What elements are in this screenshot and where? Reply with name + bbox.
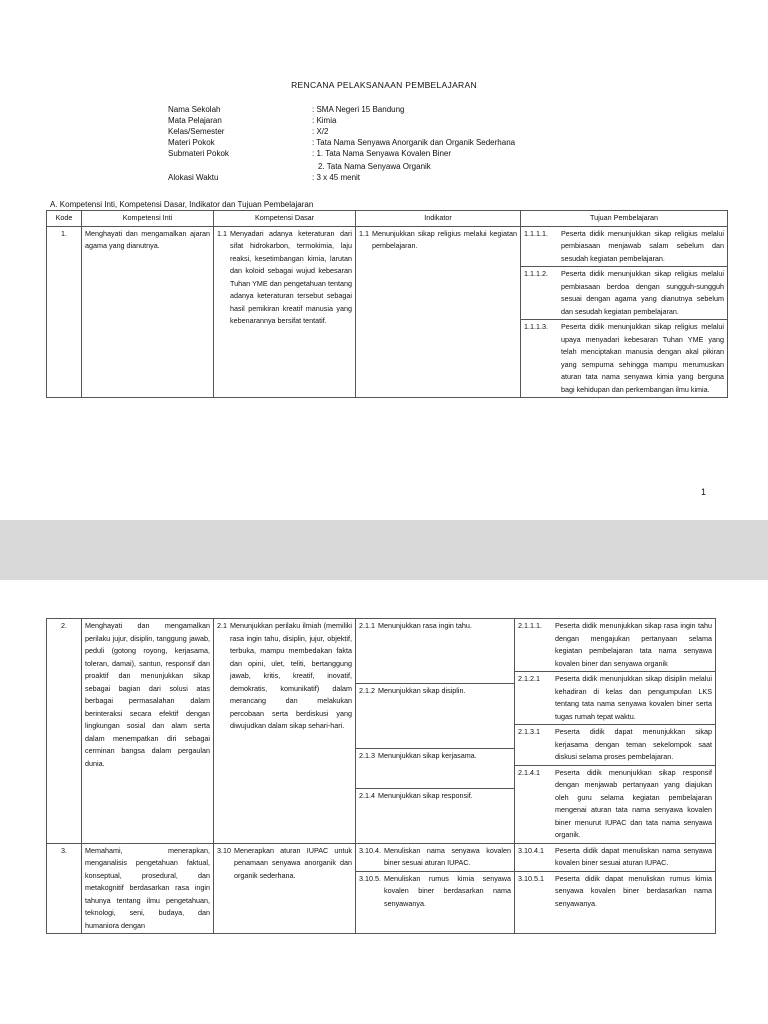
info-row bbox=[168, 126, 598, 137]
table-row bbox=[47, 619, 716, 844]
info-value: : Kimia bbox=[312, 116, 337, 125]
objective-item bbox=[521, 267, 727, 320]
info-value: 2. Tata Nama Senyawa Organik bbox=[318, 162, 431, 171]
info-row bbox=[168, 137, 598, 148]
indicator-number: 1.1 bbox=[359, 228, 369, 238]
objective-text: Peserta didik menunjukkan sikap responsif dengan menjawab pertanyaan yang diajukan oleh guru selama kegiatan pembelajaran mengenai aturan tata nama senyawa kovalen biner menurut IUPAC dan tata nama senyawa organik. bbox=[555, 767, 712, 839]
indicator-text: Menunjukkan sikap disiplin. bbox=[378, 686, 466, 695]
info-key: Alokasi Waktu bbox=[168, 173, 219, 182]
competency-table-continued bbox=[46, 618, 716, 934]
objective-number: 1.1.1.1. bbox=[524, 228, 548, 238]
info-value: : 3 x 45 menit bbox=[312, 173, 361, 182]
objective-item bbox=[515, 766, 715, 843]
indicator-number: 3.10.4. bbox=[359, 845, 381, 855]
indicator-number: 2.1.1 bbox=[359, 621, 375, 630]
info-key: Materi Pokok bbox=[168, 138, 215, 147]
info-key: Nama Sekolah bbox=[168, 105, 221, 114]
objective-item bbox=[521, 320, 727, 397]
indicator-item bbox=[356, 872, 514, 912]
identity-block bbox=[168, 104, 598, 183]
kompetensi-dasar-cell bbox=[214, 843, 356, 934]
objective-item bbox=[515, 844, 715, 872]
indicator-item bbox=[356, 844, 514, 872]
tujuan-cell bbox=[515, 843, 716, 934]
objective-item bbox=[515, 672, 715, 725]
kompetensi-inti-cell: Memahami, menerapkan, menganalisis pengetahuan faktual, konseptual, prosedural, dan metakognitif berdasarkan rasa ingin tahunya tentang ilmu pengetahuan, teknologi, seni, budaya, dan humaniora dengan bbox=[82, 843, 214, 934]
table-header-row bbox=[47, 211, 728, 227]
info-row bbox=[168, 172, 598, 183]
indikator-cell bbox=[356, 226, 521, 398]
info-key bbox=[168, 161, 312, 172]
header-kode: Kode bbox=[47, 211, 82, 227]
indikator-cell bbox=[356, 619, 515, 844]
indicator-item bbox=[356, 619, 514, 684]
indicator-text: Menunjukkan sikap responsif. bbox=[378, 791, 473, 800]
objective-item bbox=[515, 725, 715, 766]
indicator-text: Menuliskan rumus kimia senyawa kovalen biner berdasarkan nama senyawanya. bbox=[383, 873, 511, 908]
header-kompetensi-inti: Kompetensi Inti bbox=[82, 211, 214, 227]
objective-number: 2.1.3.1 bbox=[518, 727, 540, 736]
page-number: 1 bbox=[700, 487, 706, 497]
row-number: 2. bbox=[47, 619, 82, 844]
info-value: : Tata Nama Senyawa Anorganik dan Organik Sederhana bbox=[312, 138, 516, 147]
indicator-number: 3.10.5. bbox=[359, 873, 381, 883]
kd-number: 2.1 bbox=[217, 621, 227, 630]
indicator-item bbox=[356, 684, 514, 749]
section-a-heading: A. Kompetensi Inti, Kompetensi Dasar, Indikator dan Tujuan Pembelajaran bbox=[50, 200, 314, 209]
indicator-text: Menunjukkan rasa ingin tahu. bbox=[378, 621, 472, 630]
info-key: Mata Pelajaran bbox=[168, 116, 222, 125]
objective-number: 1.1.1.3. bbox=[524, 322, 548, 331]
indicator-text: Menunjukkan sikap kerjasama. bbox=[378, 751, 477, 760]
info-row bbox=[168, 148, 598, 159]
info-value: : 1. Tata Nama Senyawa Kovalen Biner bbox=[312, 149, 452, 158]
objective-text: Peserta didik menunjukkan sikap religius melalui upaya menyadari kebesaran Tuhan YME yang telah menciptakan manusia dengan akal pikiran yang sempurna sehingga mampu merumuskan aturan tata nama senyawa kimia yang berguna bagi kehidupan dan perkembangan ilmu kimia. bbox=[561, 322, 724, 394]
indicator-text: Menuliskan nama senyawa kovalen biner sesuai aturan IUPAC. bbox=[383, 845, 511, 867]
objective-text: Peserta didik menunjukkan sikap disiplin melalui kehadiran di kelas dan pengumpulan LKS tentang tata nama senyawa kovalen biner serta tugas rumah tepat waktu. bbox=[555, 674, 712, 721]
header-tujuan: Tujuan Pembelajaran bbox=[521, 211, 728, 227]
info-row bbox=[168, 104, 598, 115]
objective-number: 3.10.4.1 bbox=[518, 845, 544, 855]
objective-text: Peserta didik menunjukkan sikap religius melalui pembiasaan berdoa dengan sungguh-sungguh sesuai dengan agama yang dianutnya sebelum dan sesudah kegiatan pembelajaran. bbox=[561, 269, 724, 316]
competency-table bbox=[46, 210, 728, 398]
row-number: 3. bbox=[47, 843, 82, 934]
table-row bbox=[47, 843, 716, 934]
objective-text: Peserta didik dapat menuliskan rumus kimia senyawa kovalen biner berdasarkan nama senyawanya. bbox=[555, 873, 712, 908]
tujuan-cell bbox=[515, 619, 716, 844]
kompetensi-inti-cell: Menghayati dan mengamalkan perilaku jujur, disiplin, tanggung jawab, peduli (gotong royong, kerjasama, toleran, damai), santun, responsif dan proaktif dan menunjukkan sikap sebagai bagian dari solusi atas berbagai permasalahan dalam berinteraksi secara efektif dengan lingkungan sosial dan alam serta dalam menempatkan diri sebagai cerminan bangsa dalam pergaulan dunia. bbox=[82, 619, 214, 844]
row-number: 1. bbox=[47, 226, 82, 398]
kd-text: Menunjukkan perilaku ilmiah (memiliki rasa ingin tahu, disiplin, jujur, objektif, terbuka, mampu membedakan fakta dan opini, ulet, teliti, bertanggung jawab, kritis, kreatif, inovatif, demokratis, komunikatif) dalam merancang dan melakukan percobaan serta berdiskusi yang diwujudkan dalam sikap sehari-hari. bbox=[230, 621, 352, 730]
header-indikator: Indikator bbox=[356, 211, 521, 227]
kompetensi-inti-cell: Menghayati dan mengamalkan ajaran agama yang dianutnya. bbox=[82, 226, 214, 398]
kd-number: 1.1 bbox=[217, 228, 227, 238]
info-value: : X/2 bbox=[312, 127, 329, 136]
tujuan-cell bbox=[521, 226, 728, 398]
document-title: RENCANA PELAKSANAAN PEMBELAJARAN bbox=[291, 80, 477, 90]
kd-text: Menerapkan aturan IUPAC untuk penamaan senyawa anorganik dan organik sederhana. bbox=[234, 845, 352, 880]
objective-text: Peserta didik menunjukkan sikap religius melalui pembiasaan menjawab salam sebelum dan sesudah kegiatan pembelajaran. bbox=[561, 228, 724, 263]
objective-text: Peserta didik dapat menuliskan nama senyawa kovalen biner sesuai aturan IUPAC. bbox=[555, 845, 712, 867]
info-row bbox=[168, 115, 598, 126]
objective-number: 1.1.1.2. bbox=[524, 269, 548, 278]
indicator-item bbox=[356, 789, 514, 804]
info-key: Kelas/Semester bbox=[168, 127, 225, 136]
objective-number: 2.1.1.1. bbox=[518, 621, 542, 630]
indicator-item bbox=[356, 749, 514, 789]
table-row bbox=[47, 226, 728, 398]
kd-text: Menyadari adanya keteraturan dari sifat hidrokarbon, termokimia, laju reaksi, kesetimbangan kimia, larutan dan koloid sebagai wujud kebesaran Tuhan YME dan pengetahuan tentang adanya keteraturan tersebut sebagai hasil pemikiran kreatif manusia yang kebenarannya bersifat tentatif. bbox=[230, 228, 352, 325]
kompetensi-dasar-cell bbox=[214, 619, 356, 844]
objective-item bbox=[515, 619, 715, 672]
objective-number: 3.10.5.1 bbox=[518, 873, 544, 883]
indicator-number: 2.1.2 bbox=[359, 686, 375, 695]
indicator-number: 2.1.3 bbox=[359, 751, 375, 760]
objective-number: 2.1.4.1 bbox=[518, 767, 540, 777]
indicator-text: Menunjukkan sikap religius melalui kegiatan pembelajaran. bbox=[372, 228, 517, 250]
objective-item bbox=[515, 872, 715, 912]
objective-text: Peserta didik dapat menunjukkan sikap kerjasama dengan teman sekelompok saat diskusi selama proses pembelajaran. bbox=[555, 727, 712, 761]
objective-number: 2.1.2.1 bbox=[518, 674, 540, 683]
objective-item bbox=[521, 227, 727, 268]
info-row bbox=[168, 161, 598, 172]
header-kompetensi-dasar: Kompetensi Dasar bbox=[214, 211, 356, 227]
indikator-cell bbox=[356, 843, 515, 934]
indicator-number: 2.1.4 bbox=[359, 791, 375, 800]
kd-number: 3.10 bbox=[217, 845, 231, 855]
info-key: Submateri Pokok bbox=[168, 149, 229, 158]
objective-text: Peserta didik menunjukkan sikap rasa ingin tahu dengan mengajukan pertanyaan selama kegiatan pembelajaran tata nama senyawa kovalen biner dan senyawa organik bbox=[555, 621, 712, 668]
info-value: : SMA Negeri 15 Bandung bbox=[312, 105, 405, 114]
kompetensi-dasar-cell bbox=[214, 226, 356, 398]
